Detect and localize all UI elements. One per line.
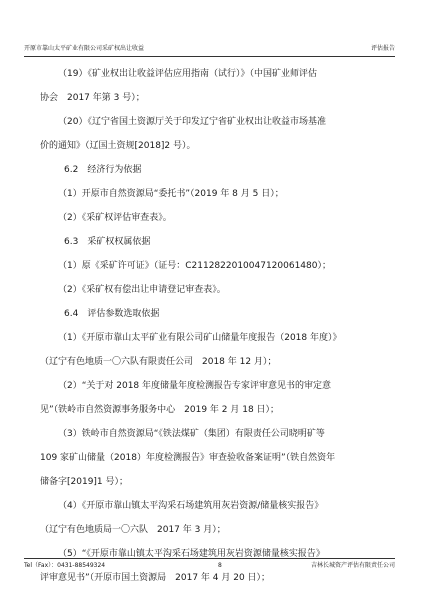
page-footer [24, 558, 395, 571]
ref-19-line1: （19）《矿业权出让收益评估应用指南（试行）》（中国矿业师评估 [58, 69, 317, 79]
econ-basis-2: （2）《采矿权评估审查表》。 [58, 213, 172, 223]
param-4-line2: （辽宁有色地质局一〇六队 2017 年 3 月）； [40, 525, 226, 535]
ref-19-line2: 协会 2017 年第 3 号）； [40, 93, 145, 103]
param-3-line3: 储备字[2019]1 号）； [40, 477, 129, 487]
ownership-basis-2: （2）《采矿权有偿出让申请登记审查表》。 [58, 285, 226, 295]
param-2-line2: 见”（铁岭市自然资源事务服务中心 2019 年 2 月 18 日）； [40, 405, 280, 415]
param-4-line1: （4）《开原市靠山镇太平沟采石场建筑用灰岩资源/储量核实报告》 [58, 501, 324, 511]
section-6-4-heading: 6.4 评估参数选取依据 [64, 309, 160, 319]
footer-company: 吉林长城资产评估有限责任公司 [310, 562, 395, 569]
page-header [24, 44, 395, 57]
param-3-line2: 109 家矿山储量（2018）年度检测报告》审查验收备案证明”（铁自然资年 [40, 453, 336, 463]
document-body [40, 62, 391, 590]
param-2-line1: （2）“关于对 2018 年度储量年度检测报告专家评审意见书的审定意 [58, 381, 332, 391]
header-report-label: 评估报告 [370, 45, 395, 52]
page-number: 8 [218, 562, 222, 569]
param-1-line2: （辽宁有色地质一〇六队有限责任公司 2018 年 12 月）； [40, 357, 277, 367]
section-6-3-heading: 6.3 采矿权权属依据 [64, 237, 151, 247]
param-1-line1: （1）《开原市靠山太平矿业有限公司矿山储量年度报告（2018 年度）》 [58, 333, 342, 343]
param-3-line1: （3）铁岭市自然资源局“《铁法煤矿（集团）有限责任公司晓明矿等 [58, 429, 325, 439]
ref-20-line1: （20）《辽宁省国土资源厅关于印发辽宁省矿业权出让收益市场基准 [58, 117, 326, 127]
footer-tel: Tel（Fax）：0431-88549324 [24, 562, 106, 569]
ownership-basis-1: （1）原《采矿许可证》（证号：C2112822010047120061480）； [58, 261, 331, 271]
econ-basis-1: （1）开原市自然资源局“委托书”（2019 年 8 月 5 日）； [58, 189, 284, 199]
ref-20-line2: 价的通知》（辽国土资规[2018]2 号）。 [40, 141, 196, 151]
param-5-line2: 评审意见书”（开原市国土资源局 2017 年 4 月 20 日）； [40, 573, 271, 583]
param-5-line1: （5）“《开原市靠山镇太平沟采石场建筑用灰岩资源储量核实报告》 [58, 549, 325, 559]
section-6-2-heading: 6.2 经济行为依据 [64, 165, 142, 175]
header-title: 开原市靠山太平矿业有限公司采矿权出让收益 [24, 45, 145, 52]
